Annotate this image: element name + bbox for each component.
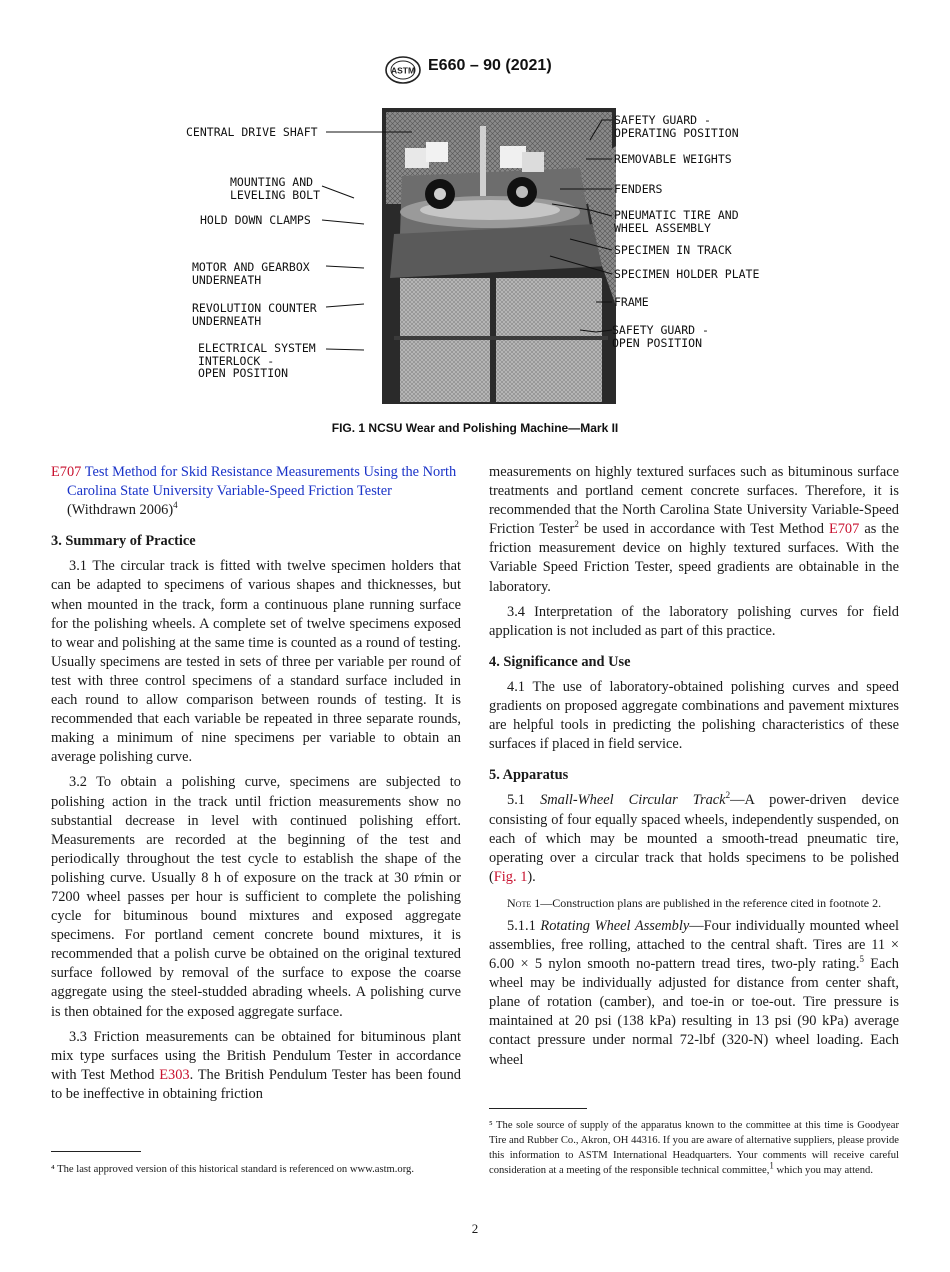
label-electrical-system (198, 342, 316, 380)
label-mounting-bolt-line-1: MOUNTING AND (230, 175, 314, 189)
label-removable-weights: REMOVABLE WEIGHTS (614, 152, 732, 166)
footnote-5 (489, 1118, 899, 1178)
paragraph-5-1-1-number: 5.1.1 (507, 917, 541, 934)
svg-text:ASTM: ASTM (390, 65, 416, 76)
page-header (0, 52, 950, 86)
note-1-text: —Construction plans are published in the reference cited in footnote 2. (540, 895, 882, 910)
section-3-heading: 3. Summary of Practice (51, 533, 196, 550)
reference-e707 (51, 463, 461, 520)
astm-logo (384, 55, 422, 85)
paragraph-5-1-text-b: ). (527, 868, 536, 885)
label-tire-line-1: PNEUMATIC TIRE AND (614, 208, 739, 222)
label-revolution-counter (192, 302, 317, 327)
label-motor-line-2: UNDERNEATH (192, 272, 262, 287)
paragraph-5-1-1-text-b: Each wheel may be individually adjusted for distance from center shaft, plane of rotation (camber), and toe-in or toe-out. Tire pressure is maintained at 20 psi (138 kPa) resulting in 13 psi (90 kPa) average contact pressure under normal 72-lbf (320-N) wheel loading. Each wheel (489, 956, 900, 1068)
section-5-heading: 5. Apparatus (489, 767, 569, 784)
paragraph-3-3-text-b: . The British Pendulum Tester has been found to be ineffective in obtaining friction (51, 1066, 461, 1102)
footnote-rule-left (51, 1151, 141, 1152)
label-safety-guard-operating (614, 114, 739, 139)
label-specimen-holder-plate: SPECIMEN HOLDER PLATE (614, 267, 760, 281)
paragraph-4-1: 4.1 The use of laboratory-obtained polishing curves and speed gradients on proposed aggregate combinations and pavement mixtures are helpful tools in predicting the polishing characteristics of these surfaces if placed in field service. (489, 678, 899, 753)
paragraph-5-1-1-text-a: —Four individually mounted wheel assemblies, free rolling, attached to the central shaft. Tires are 11 × 6.00 × 5 nylon smooth no-pattern tread tires, two-ply rating. (489, 917, 899, 973)
note-1-label: Note 1 (507, 895, 541, 910)
label-safety-guard-open (612, 324, 709, 349)
footnote-ref-4: 4 (173, 500, 178, 511)
paragraph-3-3-continued (489, 463, 899, 597)
link-e707[interactable]: E707 (828, 521, 860, 538)
label-motor-line-1: MOTOR AND GEARBOX (192, 260, 310, 274)
reference-code-link[interactable]: E707 (51, 464, 82, 480)
paragraph-3-4: 3.4 Interpretation of the laboratory polishing curves for field application is not included as part of this practice. (489, 603, 899, 639)
label-tire-line-2: WHEEL ASSEMBLY (614, 220, 711, 235)
section-4-heading: 4. Significance and Use (489, 653, 631, 670)
label-frame: FRAME (614, 295, 649, 309)
label-revolution-line-1: REVOLUTION COUNTER (192, 301, 317, 315)
footnote-ref-2b: 2 (725, 790, 731, 801)
page-number: 2 (471, 1221, 479, 1236)
figure-caption: FIG. 1 NCSU Wear and Polishing Machine—Mark II (331, 421, 619, 435)
label-safety-open-line-2: OPEN POSITION (612, 335, 703, 350)
paragraph-5-1-1-term: Rotating Wheel Assembly (540, 917, 690, 934)
label-motor-gearbox (192, 261, 310, 286)
footnote-ref-2: 2 (574, 519, 579, 530)
footnote-5-sup: 1 (769, 1160, 774, 1171)
para-cont-text-c: as the friction measurement device on highly textured surfaces. With the Variable Speed Friction Tester, speed gradients are obtainable in the laboratory. (489, 521, 899, 595)
label-electrical-line-2: INTERLOCK - (198, 353, 275, 368)
footnote-rule-right (489, 1108, 587, 1109)
label-electrical-line-1: ELECTRICAL SYSTEM (198, 341, 316, 355)
label-mounting-bolt (230, 176, 320, 201)
link-e303[interactable]: E303 (159, 1066, 190, 1083)
link-fig-1[interactable]: Fig. 1 (493, 868, 528, 885)
footnote-5-text-b: which you may attend. (773, 1165, 873, 1176)
label-revolution-line-2: UNDERNEATH (192, 313, 262, 328)
para-cont-text-a: measurements on highly textured surfaces such as bituminous surface treatments and portland cement concrete surfaces. Therefore, it is recommended that the North Carolina State University Variable-Speed Friction Tester (489, 464, 899, 538)
figure-1 (150, 106, 800, 406)
reference-status: (Withdrawn 2006) (67, 502, 174, 519)
label-mounting-bolt-line-2: LEVELING BOLT (230, 187, 321, 202)
label-safety-op-line-2: OPERATING POSITION (614, 125, 739, 140)
para-cont-text-b: be used in accordance with Test Method (578, 521, 829, 538)
paragraph-5-1-number: 5.1 (507, 792, 541, 809)
paragraph-3-1: 3.1 The circular track is fitted with twelve specimen holders that can be adapted to specimens of various shapes and thicknesses, but when mounted in the track, form a continuous plane running surface for the polishing wheels. A complete set of twelve specimens exposed to wear and polishing at the same time is counted as a round of testing. Usually specimens are tested in sets of three per variable per round of test with three control specimens of a standard surface included in each round to allow comparison between rounds of testing. It is recommended that each variable be repeated in three separate rounds, making a minimum of nine specimens per variable to obtain an average polishing curve. (51, 558, 461, 766)
document-id: E660 – 90 (2021) (428, 57, 552, 74)
left-column (51, 463, 461, 1104)
label-electrical-line-3: OPEN POSITION (198, 366, 289, 380)
label-specimen-in-track: SPECIMEN IN TRACK (614, 243, 732, 257)
paragraph-5-1-1 (489, 917, 899, 1070)
label-safety-op-line-1: SAFETY GUARD - (614, 113, 711, 127)
paragraph-3-3-text-a: 3.3 Friction measurements can be obtained for bituminous plant mix type surfaces using the British Pendulum Tester in accordance with Test Method (51, 1028, 461, 1083)
reference-title-link[interactable]: Test Method for Skid Resistance Measurements Using the North Carolina State University Variable-Speed Friction Tester (67, 464, 457, 500)
footnote-4: ⁴ The last approved version of this historical standard is referenced on www.astm.org. (51, 1164, 415, 1175)
paragraph-5-1-term: Small-Wheel Circular Track (540, 792, 726, 809)
right-column (489, 463, 899, 1070)
paragraph-5-1 (489, 791, 899, 886)
footnote-ref-5: 5 (859, 954, 864, 965)
label-safety-open-line-1: SAFETY GUARD - (612, 323, 709, 337)
paragraph-3-2: 3.2 To obtain a polishing curve, specimens are subjected to polishing action in the track until friction measurements show no substantial decrease in level with continued polishing effort. Measurements are recorded at the beginning of the test and periodically throughout the test cycle to establish the shape of the polishing curve. Usually 8 h of exposure on the track at 30 r⁄min or 7200 wheel passes per hour is sufficient to complete the polishing cycle for bituminous bound mixtures and exposed aggregate specimens. For portland cement concrete bound mixtures, it is recommended that a polish curve be obtained on the original textured surface followed by removal of the surface to expose the coarse aggregate using the steel-studded abrading wheels. A polishing curve is then obtained for the exposed aggregate surface. (51, 774, 461, 1020)
note-1 (489, 895, 899, 911)
label-hold-down-clamps: HOLD DOWN CLAMPS (200, 213, 311, 227)
label-central-drive-shaft: CENTRAL DRIVE SHAFT (186, 125, 318, 139)
label-fenders: FENDERS (614, 182, 663, 196)
label-pneumatic-tire (614, 209, 739, 234)
footnote-5-text-a: ⁵ The sole source of supply of the apparatus known to the committee at this time is Goodyear Tire and Rubber Co., Akron, OH 44316. If you are aware of alternative suppliers, please provide this information to ASTM International Headquarters. Your comments will receive careful consideration at a meeting of the responsible technical committee, (489, 1120, 899, 1176)
paragraph-5-1-text-a: —A power-driven device consisting of four equally spaced wheels, independently suspended, on each of which may be mounted a smooth-tread pneumatic tire, operating over a circular track that holds specimens to be polished ( (489, 792, 899, 885)
paragraph-3-3 (51, 1028, 461, 1104)
